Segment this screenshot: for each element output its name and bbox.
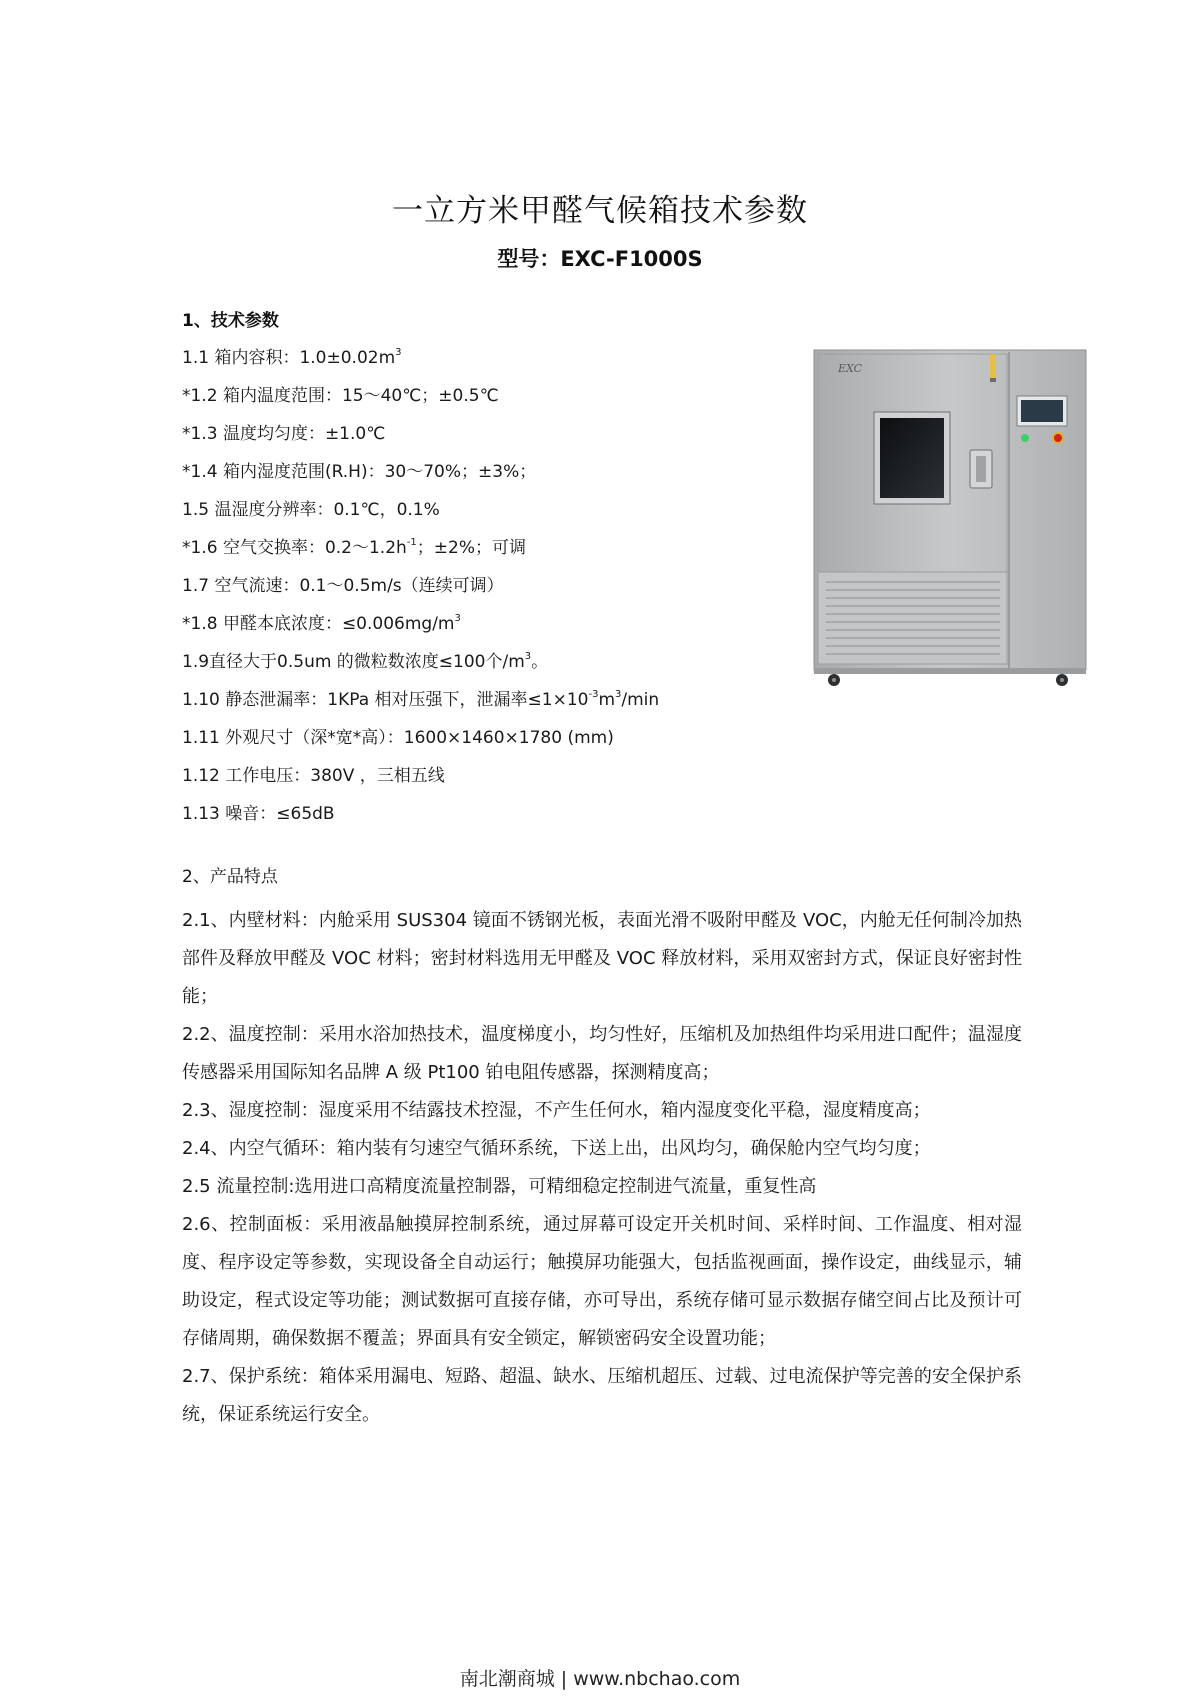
spec-item: *1.4 箱内湿度范围(R.H)：30～70%；±3%； xyxy=(182,462,537,482)
power-indicator xyxy=(1021,434,1029,442)
feature-paragraph: 2.7、保护系统：箱体采用漏电、短路、超温、缺水、压缩机超压、过载、过电流保护等完善的安全保护系统，保证系统运行安全。 xyxy=(182,1366,1022,1425)
feature-paragraph: 2.1、内壁材料：内舱采用 SUS304 镜面不锈钢光板，表面光滑不吸附甲醛及 VOC，内舱无任何制冷加热部件及释放甲醛及 VOC 材料；密封材料选用无甲醛及 VOC 释放材料，采用双密封方式，保证良好密封性能； xyxy=(182,910,1022,1007)
spec-item: *1.3 温度均匀度：±1.0℃ xyxy=(182,424,386,444)
spec-list xyxy=(182,339,659,833)
section-1-heading: 1、技术参数 xyxy=(182,311,279,331)
document-title: 一立方米甲醛气候箱技术参数 xyxy=(392,193,808,229)
section-2-heading: 2、产品特点 xyxy=(182,867,278,887)
control-touchscreen xyxy=(1021,400,1063,422)
spec-item: 1.7 空气流速：0.1～0.5m/s（连续可调） xyxy=(182,576,504,596)
spec-item: 1.1 箱内容积：$1.0\pm 0.02m^3$ xyxy=(182,347,402,368)
footer-text: 南北潮商城 | www.nbchao.com xyxy=(459,1668,741,1690)
spec-item: 1.5 温湿度分辨率：0.1℃，0.1% xyxy=(182,500,440,520)
feature-paragraph: 2.5 流量控制:选用进口高精度流量控制器，可精细稳定控制进气流量，重复性高 xyxy=(182,1176,817,1197)
spec-item: 1.13 噪音：≤65dB xyxy=(182,804,335,824)
spec-item: 1.10 静态泄漏率：1KPa 相对压强下，泄漏率$\le 1\times 10^{-3}m^3/\min$ xyxy=(182,689,660,710)
feature-paragraph: 2.4、内空气循环：箱内装有匀速空气循环系统，下送上出，出风均匀，确保舱内空气均匀度； xyxy=(182,1138,931,1159)
spec-item: 1.11 外观尺寸（深*宽*高）：1600×1460×1780 (mm) xyxy=(182,728,614,748)
emergency-stop xyxy=(1054,434,1062,442)
spec-item: 1.9直径大于0.5um 的微粒数浓度≤100个$/m^3$。 xyxy=(182,651,549,672)
spec-item: *1.8 甲醛本底浓度：$\le 0.006mg/m^3$ xyxy=(182,613,461,634)
spec-item: *1.6 空气交换率：$0.2\sim 1.2h^{-1}$；±2%；可调 xyxy=(182,537,526,558)
feature-paragraph: 2.3、湿度控制：湿度采用不结露技术控湿，不产生任何水，箱内湿度变化平稳，湿度精度高； xyxy=(182,1100,931,1121)
feature-paragraph: 2.6、控制面板：采用液晶触摸屏控制系统，通过屏幕可设定开关机时间、采样时间、工作温度、相对湿度、程序设定等参数，实现设备全自动运行；触摸屏功能强大，包括监视画面，操作设定，曲线显示，辅助设定，程式设定等功能；测试数据可直接存储，亦可导出，系统存储可显示数据存储空间占比及预计可存储周期，确保数据不覆盖；界面具有安全锁定，解锁密码安全设置功能； xyxy=(182,1214,1022,1349)
feature-list xyxy=(182,902,1022,1434)
caster-wheels xyxy=(828,674,1068,686)
brand-logo: EXC xyxy=(838,362,863,375)
spec-item: *1.2 箱内温度范围：15～40℃；±0.5℃ xyxy=(182,386,499,406)
model-number: 型号：EXC-F1000S xyxy=(497,247,703,271)
feature-paragraph: 2.2、温度控制：采用水浴加热技术，温度梯度小，均匀性好，压缩机及加热组件均采用进口配件；温湿度传感器采用国际知名品牌 A 级 Pt100 铂电阻传感器，探测精度高； xyxy=(182,1024,1022,1083)
climate-chamber-photo xyxy=(812,346,1088,690)
spec-item: 1.12 工作电压：380V ，三相五线 xyxy=(182,766,445,786)
